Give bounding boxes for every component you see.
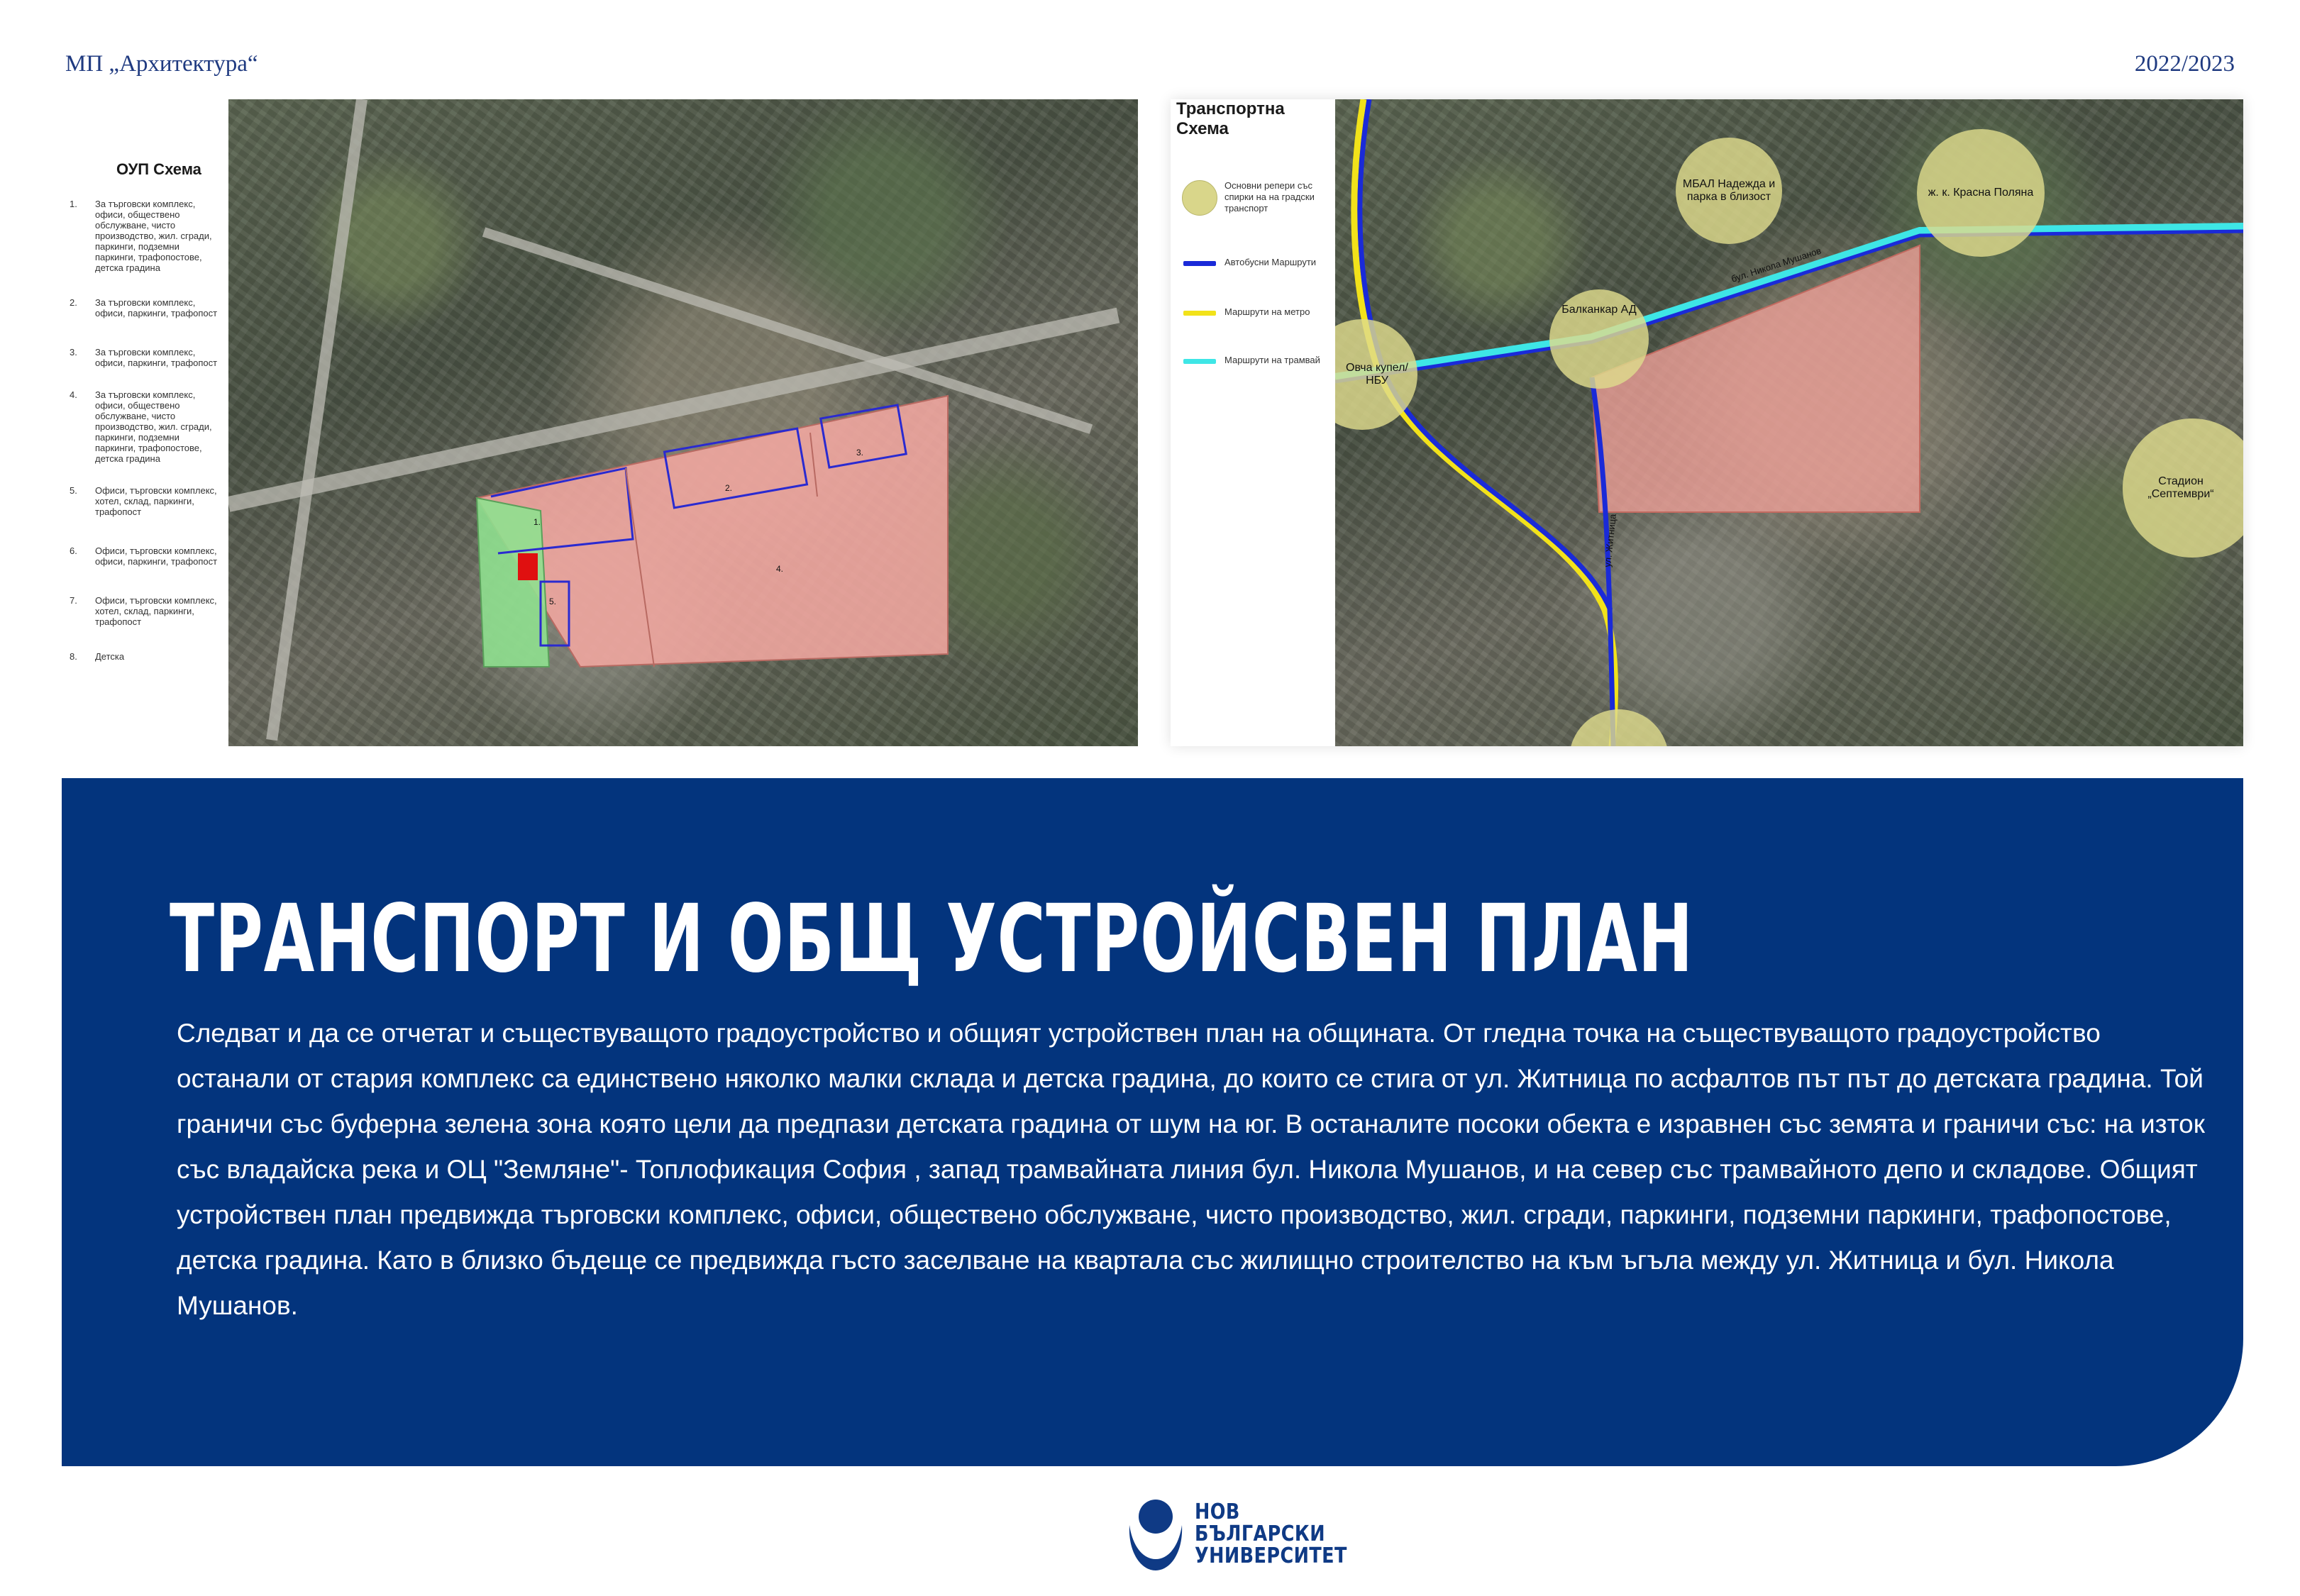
oup-legend-number: 3. (70, 347, 77, 358)
oup-legend-item (70, 485, 220, 517)
oup-legend-number: 7. (70, 595, 77, 606)
description-card (62, 778, 2243, 1466)
card-title: ТРАНСПОРТ И ОБЩ УСТРОЙСВЕН ПЛАН (170, 885, 1694, 994)
transport-title-line2: Схема (1176, 119, 1229, 138)
transport-aerial-map (1335, 99, 2243, 746)
street-label: бул. Никола Мушанов (1730, 245, 1823, 284)
hotspot-balkankar: Балканкар АД (1549, 289, 1649, 389)
nbu-wordmark-line2: БЪЛГАРСКИ (1195, 1522, 1325, 1546)
transport-overlay (1335, 99, 2243, 746)
plot-label: 2. (725, 483, 733, 493)
oup-legend-text: Офиси, търговски комплекс, офиси, паркинги, трафопост (95, 545, 218, 567)
hotspot-stadium-septemvri: Стадион „Септември“ (2123, 419, 2243, 558)
metro-line-swatch-icon (1183, 311, 1216, 316)
oup-legend-text: За търговски комплекс, офиси, паркинги, трафопост (95, 347, 218, 368)
transport-legend (1171, 99, 1335, 746)
oup-legend-number: 2. (70, 297, 77, 308)
kindergarten-plot (518, 553, 538, 580)
street-label: ул. Житница (1602, 513, 1618, 568)
transport-title-line1: Транспортна (1176, 99, 1285, 118)
bus-line-swatch-icon (1183, 261, 1216, 266)
oup-legend-text: Офиси, търговски комплекс, хотел, склад, паркинги, трафопост (95, 595, 217, 627)
oup-legend-item (70, 297, 220, 318)
oup-legend-item (70, 389, 220, 464)
nbu-wordmark (1195, 1501, 1347, 1567)
plot-label: 3. (856, 448, 864, 458)
project-title: МП „Архитектура“ (65, 51, 258, 77)
oup-legend-number: 6. (70, 545, 77, 556)
oup-legend-item (70, 651, 220, 662)
oup-legend-text: Офиси, търговски комплекс, хотел, склад, паркинги, трафопост (95, 485, 217, 517)
oup-legend (65, 99, 228, 746)
oup-legend-list (70, 199, 220, 662)
oup-zoning-overlay (228, 99, 1138, 746)
metro-route (1354, 99, 1615, 746)
oup-legend-item (70, 347, 220, 368)
oup-legend-number: 8. (70, 651, 77, 662)
hotspot-ovcha-kupel-nbu: Овча купел/ НБУ (1335, 319, 1417, 430)
oup-legend-text: Детска (95, 651, 125, 662)
tram-line-swatch-icon (1183, 359, 1216, 364)
oup-legend-item (70, 595, 220, 627)
academic-year: 2022/2023 (2134, 51, 2235, 77)
oup-scheme-panel (65, 99, 1138, 746)
legend-tram-label: Маршрути на трамвай (1224, 355, 1320, 365)
nbu-emblem-icon (1124, 1495, 1188, 1575)
hotspot-krasna-polyana: ж. к. Красна Поляна (1917, 129, 2045, 257)
nbu-wordmark-line3: УНИВЕРСИТЕТ (1195, 1544, 1347, 1568)
nbu-logo (1124, 1495, 1365, 1575)
oup-aerial-map (228, 99, 1138, 746)
oup-legend-text: За търговски комплекс, офиси, обществено обслужване, чисто производство, жил. сгради, паркинги, подземни паркинги, трафопостове, детска градина (95, 199, 212, 273)
hotspot-swatch-icon (1182, 180, 1217, 216)
oup-legend-item (70, 545, 220, 567)
plot-label: 1. (533, 517, 541, 527)
oup-legend-title: ОУП Схема (116, 160, 201, 178)
legend-bus-label: Автобусни Маршрути (1224, 257, 1317, 267)
oup-legend-item (70, 199, 220, 273)
legend-hotspot-label: Основни репери със спирки на на градски транспорт (1224, 180, 1315, 214)
plot-label: 5. (549, 597, 557, 606)
oup-legend-text: За търговски комплекс, офиси, паркинги, трафопост (95, 297, 218, 318)
transport-scheme-panel (1171, 99, 2243, 746)
legend-metro-label: Маршрути на метро (1224, 306, 1310, 317)
oup-legend-number: 5. (70, 485, 77, 496)
oup-legend-number: 4. (70, 389, 77, 400)
plot-label: 4. (776, 564, 784, 574)
oup-legend-number: 1. (70, 199, 77, 209)
card-body-text: Следват и да се отчетат и съществуващото градоустройство и общият устройствен план на общината. От гледна точка на съществуващото градоустройство останали от стария комплекс са единствено няколко малки склада и детска градина, до които се стига от ул. Житница по асфалтов път път до детската градина. Той граничи със буферна зелена зона която цели да предпази детската градина от шум на юг. В останалите посоки обекта е изравнен със земята и граничи със: на изток със владайска река и ОЦ "Земляне"- Топлофикация София , запад трамвайната линия бул. Никола Мушанов, и на север със трамвайното депо и складове. Общият устройствен план предвижда търговски комплекс, офиси, обществено обслужване, чисто производство, жил. сгради, паркинги, подземни паркинги, трафопостове, детска градина. Като в близко бъдеще се предвижда гъсто заселване на квартала със жилищно строителство на към ъгъла между ул. Житница и бул. Никола Мушанов. (177, 1019, 2205, 1320)
hotspot-mbal-nadezhda: МБАЛ Надежда и парка в близост (1676, 138, 1782, 244)
oup-legend-text: За търговски комплекс, офиси, обществено обслужване, чисто производство, жил. сгради, паркинги, подземни паркинги, трафопостове, детска градина (95, 389, 212, 464)
nbu-wordmark-line1: НОВ (1195, 1500, 1240, 1524)
transport-legend-title (1176, 99, 1285, 139)
